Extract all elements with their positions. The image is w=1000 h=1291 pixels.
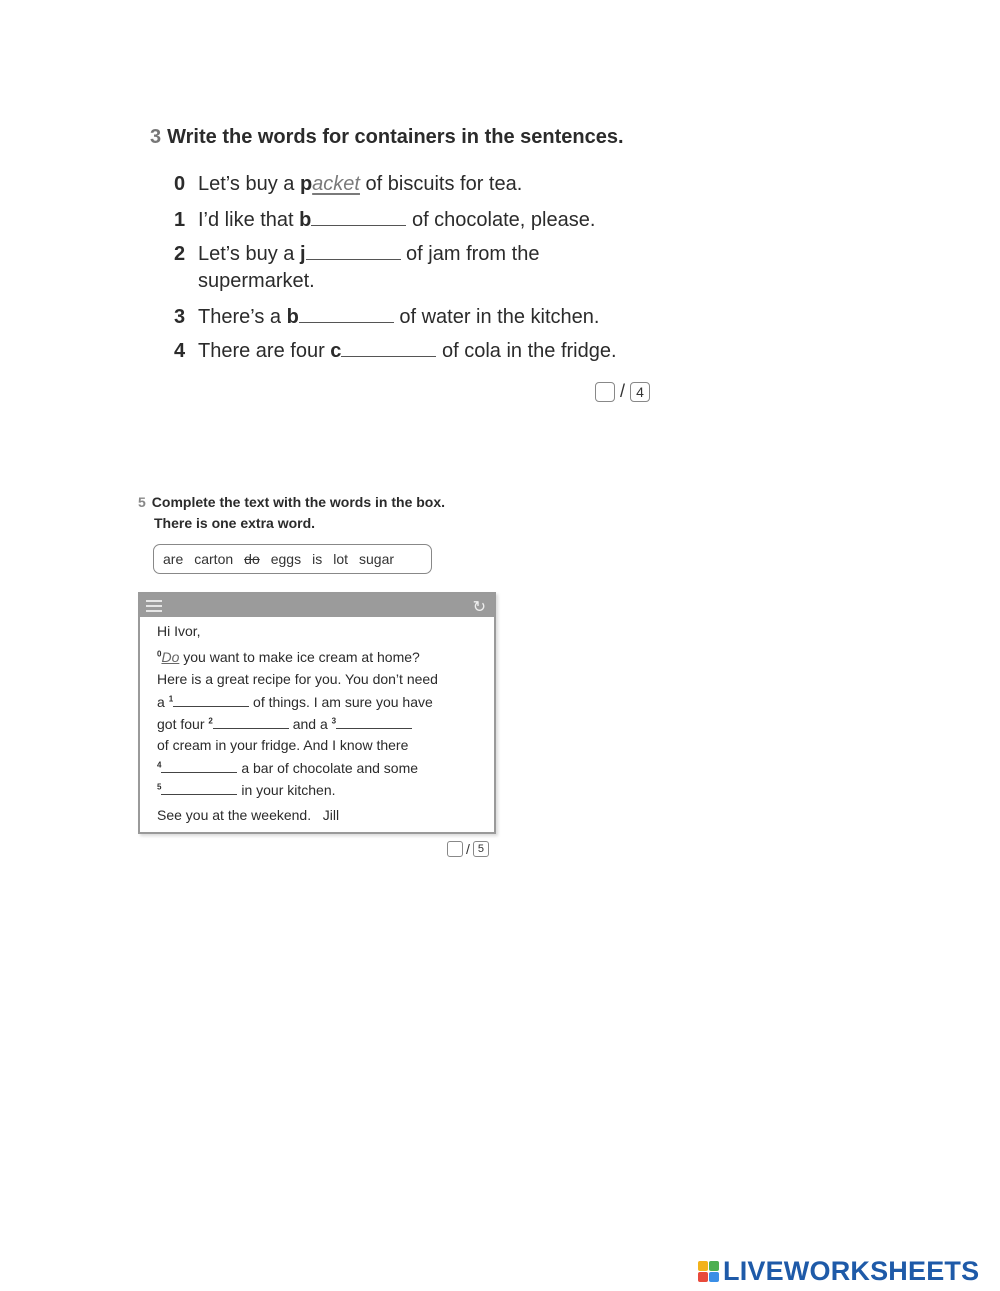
letter-line: $^4$ a bar of chocolate and some xyxy=(157,760,419,776)
word-box-item: is xyxy=(312,551,323,567)
exercise-5-number: 5 xyxy=(138,494,146,510)
word-box-item: lot xyxy=(333,551,349,567)
answer-blank-1[interactable] xyxy=(173,693,249,707)
letter-line: of cream in your fridge. And I know there xyxy=(157,737,409,753)
word-box-item: sugar xyxy=(359,551,395,567)
exercise-5-heading xyxy=(138,492,445,534)
card-toolbar xyxy=(140,594,494,617)
word-box-item-used: do xyxy=(244,551,260,567)
answer-blank-4[interactable] xyxy=(161,759,237,773)
score-box xyxy=(447,841,463,857)
liveworksheets-logo xyxy=(698,1256,979,1287)
logo-block xyxy=(698,1272,708,1282)
exercise-3-item-4: 4 There are four c of cola in the fridge. xyxy=(174,340,617,362)
letter-line: got four $^2$ and a $^3$ xyxy=(157,715,412,732)
word-box-item: carton xyxy=(194,551,234,567)
letter-greeting: Hi Ivor, xyxy=(157,623,201,639)
letter-signoff: See you at the weekend. Jill xyxy=(157,807,340,823)
menu-icon[interactable] xyxy=(146,600,162,615)
exercise-5-title: Complete the text with the words in the box. xyxy=(151,494,446,510)
word-box-item: eggs xyxy=(270,551,302,567)
logo-text: LIVEWORKSHEETS xyxy=(723,1256,980,1286)
answer-blank-3[interactable] xyxy=(336,715,412,729)
logo-block xyxy=(709,1261,719,1271)
exercise-3-item-3: 3 There’s a b of water in the kitchen. xyxy=(174,306,600,328)
exercise-3-number: 3 xyxy=(150,126,162,148)
score-box xyxy=(595,382,615,402)
answer-blank-5[interactable] xyxy=(161,781,237,795)
answer-blank-2[interactable] xyxy=(306,241,401,260)
answer-blank-3[interactable] xyxy=(299,304,394,323)
answer-blank-4[interactable] xyxy=(341,338,436,357)
exercise-3-title: Write the words for containers in the sentences. xyxy=(167,126,624,148)
exercise-3-score: / 4 xyxy=(595,381,650,402)
word-box-item: are xyxy=(163,551,184,567)
exercise-3-item-0: 0 Let’s buy a packet of biscuits for tea. xyxy=(174,173,523,195)
letter-signature: Jill xyxy=(322,807,340,823)
example-answer: Do xyxy=(161,649,180,665)
letter-line: Here is a great recipe for you. You don’t need xyxy=(157,671,438,687)
logo-block xyxy=(698,1261,708,1271)
letter-line: $^5$ in your kitchen. xyxy=(157,782,336,798)
answer-blank-2[interactable] xyxy=(213,715,289,729)
logo-blocks-icon xyxy=(698,1261,719,1282)
exercise-5-subtitle: There is one extra word. xyxy=(154,515,316,531)
exercise-3-item-1: 1 I’d like that b of chocolate, please. xyxy=(174,209,596,231)
letter-line: a $^1$ of things. I am sure you have xyxy=(157,694,433,710)
exercise-5-score: / 5 xyxy=(447,841,489,857)
exercise-3-item-2-continuation: supermarket. xyxy=(198,270,315,292)
score-total: 5 xyxy=(473,841,489,857)
word-box xyxy=(153,544,432,574)
exercise-3-heading xyxy=(150,126,624,149)
refresh-icon[interactable]: ↻ xyxy=(472,599,486,616)
example-answer: acket xyxy=(312,173,360,195)
exercise-3-item-2: 2 Let’s buy a j of jam from the xyxy=(174,243,540,265)
score-total: 4 xyxy=(630,382,650,402)
answer-blank-1[interactable] xyxy=(311,207,406,226)
logo-block xyxy=(709,1272,719,1282)
letter-card xyxy=(138,592,496,834)
letter-line: $^0$Do you want to make ice cream at home? xyxy=(157,649,420,665)
